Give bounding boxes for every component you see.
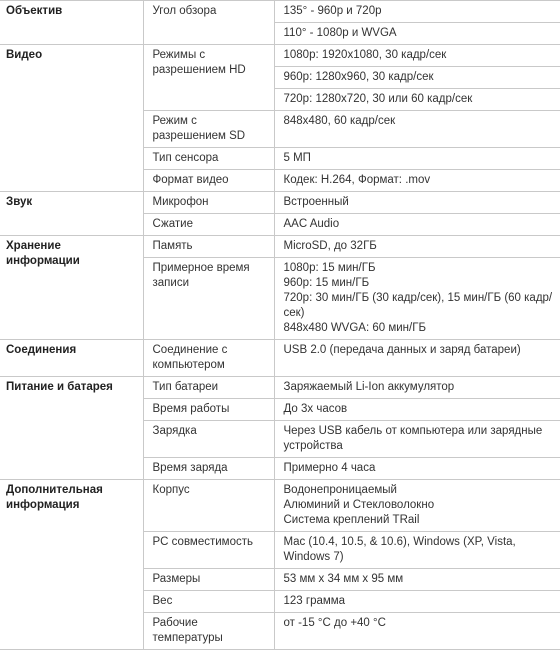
param-value: 135° - 960p и 720p [274,1,560,23]
param-label: Вес [143,591,274,613]
param-value: 5 МП [274,148,560,170]
param-value: Заряжаемый Li-Ion аккумулятор [274,377,560,399]
param-label: Режимы с разрешением HD [143,45,274,111]
param-label: Примерное время записи [143,258,274,340]
param-label: Размеры [143,569,274,591]
param-label: Тип батареи [143,377,274,399]
param-label: Соединение с компьютером [143,340,274,377]
value-line: Система креплений TRail [283,514,420,526]
table-row [0,236,560,258]
value-line: 960p: 15 мин/ГБ [283,277,370,289]
table-row [0,192,560,214]
category-connections: Соединения [0,340,143,377]
param-value: AAC Audio [274,214,560,236]
value-line: 720p: 30 мин/ГБ (30 кадр/сек), 15 мин/ГБ (60 кадр/сек) [283,292,553,319]
value-line: 848x480 WVGA: 60 мин/ГБ [283,322,426,334]
param-label: Зарядка [143,421,274,458]
param-value: До 3х часов [274,399,560,421]
param-label: Сжатие [143,214,274,236]
table-row [0,45,560,67]
value-line: Водонепроницаемый [283,484,397,496]
category-storage: Хранение информации [0,236,143,340]
param-label: Память [143,236,274,258]
param-label: Корпус [143,480,274,532]
param-value: 848x480, 60 кадр/сек [274,111,560,148]
category-lens: Объектив [0,1,143,45]
value-line: 1080p: 15 мин/ГБ [283,262,376,274]
category-video: Видео [0,45,143,192]
table-row [0,340,560,377]
param-value: Встроенный [274,192,560,214]
category-power: Питание и батарея [0,377,143,480]
value-line: Алюминий и Стекловолокно [283,499,435,511]
table-row [0,480,560,532]
param-label: Тип сенсора [143,148,274,170]
param-value: 960p: 1280x960, 30 кадр/сек [274,67,560,89]
category-sound: Звук [0,192,143,236]
param-value: Через USB кабель от компьютера или зарядные устройства [274,421,560,458]
param-label: Режим с разрешением SD [143,111,274,148]
param-value: Примерно 4 часа [274,458,560,480]
param-label: Формат видео [143,170,274,192]
param-value: Кодек: H.264, Формат: .mov [274,170,560,192]
param-label: PC совместимость [143,532,274,569]
param-value: 123 грамма [274,591,560,613]
param-value [274,480,560,532]
table-row [0,1,560,23]
category-additional: Дополнительная информация [0,480,143,650]
param-label: Угол обзора [143,1,274,45]
param-label: Рабочие температуры [143,613,274,650]
param-label: Время работы [143,399,274,421]
param-label: Время заряда [143,458,274,480]
param-value: 53 мм x 34 мм x 95 мм [274,569,560,591]
param-value: 110° - 1080p и WVGA [274,23,560,45]
param-value: Mac (10.4, 10.5, & 10.6), Windows (XP, Vista, Windows 7) [274,532,560,569]
param-value: от -15 °С до +40 °С [274,613,560,650]
param-value [274,258,560,340]
table-row [0,377,560,399]
param-value: MicroSD, до 32ГБ [274,236,560,258]
param-value: 720p: 1280x720, 30 или 60 кадр/сек [274,89,560,111]
param-value: USB 2.0 (передача данных и заряд батареи) [274,340,560,377]
param-value: 1080p: 1920x1080, 30 кадр/сек [274,45,560,67]
param-label: Микрофон [143,192,274,214]
